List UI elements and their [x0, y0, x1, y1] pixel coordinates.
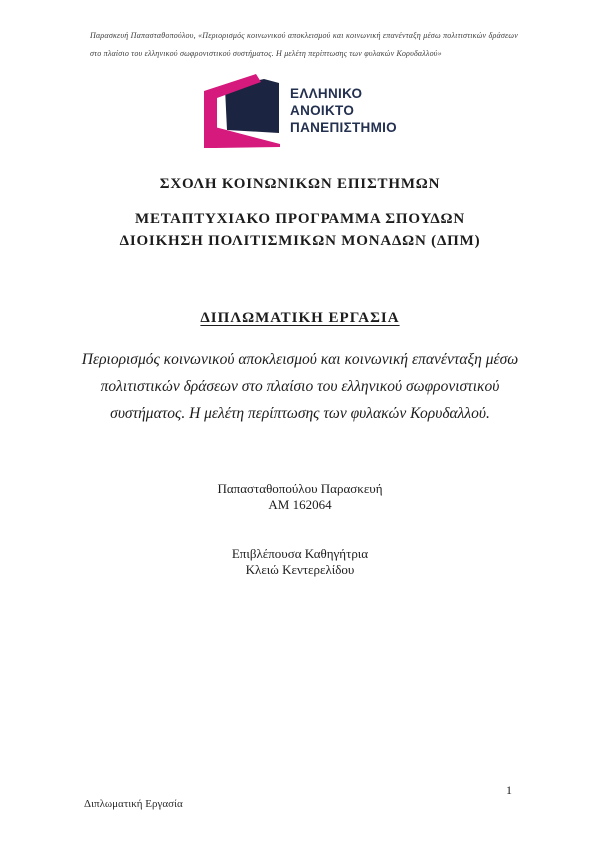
- thesis-heading: [0, 310, 600, 327]
- running-header: [90, 27, 518, 63]
- school-name: ΣΧΟΛΗ ΚΟΙΝΩΝΙΚΩΝ ΕΠΙΣΤΗΜΩΝ: [159, 176, 441, 192]
- university-name-line-2: ΑΝΟΙΚΤΟ: [290, 103, 355, 118]
- author-name: Παπασταθοπούλου Παρασκευή: [217, 481, 383, 496]
- supervisor-block: [0, 546, 600, 577]
- university-name-line-1: ΕΛΛΗΝΙΚΟ: [290, 86, 363, 101]
- program-name-line-1: ΜΕΤΑΠΤΥΧΙΑΚΟ ΠΡΟΓΡΑΜΜΑ ΣΠΟΥΔΩΝ: [135, 211, 465, 227]
- author-block: [0, 481, 600, 512]
- thesis-title-line-1: Περιορισμός κοινωνικού αποκλεισμού και κοινωνική επανένταξη μέσω: [81, 351, 519, 368]
- supervisor-role: Επιβλέπουσα Καθηγήτρια: [231, 546, 369, 561]
- supervisor-name: Κλειώ Κεντερελίδου: [245, 561, 355, 577]
- footer-document-type: Διπλωματική Εργασία: [84, 798, 183, 810]
- university-name: [290, 85, 397, 136]
- university-name-line-3: ΠΑΝΕΠΙΣΤΗΜΙΟ: [290, 120, 397, 135]
- author-registration-number: ΑΜ 162064: [268, 496, 332, 512]
- thesis-heading-text: ΔΙΠΛΩΜΑΤΙΚΗ ΕΡΓΑΣΙΑ: [200, 310, 400, 326]
- thesis-title-line-3: συστήματος. Η μελέτη περίπτωσης των φυλακών Κορυδαλλού.: [110, 405, 490, 422]
- thesis-title: [60, 346, 540, 427]
- running-header-line-2: στο πλαίσιο του ελληνικού σωφρονιστικού συστήματος. Η μελέτη περίπτωσης των φυλακών Κορυδαλλού»: [90, 49, 442, 58]
- thesis-title-line-2: πολιτιστικών δράσεων στο πλαίσιο του ελληνικού σωφρονιστικού: [100, 378, 500, 395]
- open-book-logo-icon: [203, 74, 281, 150]
- program-name-line-2: ΔΙΟΙΚΗΣΗ ΠΟΛΙΤΙΣΜΙΚΩΝ ΜΟΝΑΔΩΝ (ΔΠΜ): [119, 233, 481, 249]
- running-header-line-1: Παρασκευή Παπασταθοπούλου, «Περιορισμός κοινωνικού αποκλεισμού και κοινωνική επανένταξη μέσω πολιτιστικών δράσεων: [90, 31, 518, 40]
- university-logo: [0, 74, 600, 150]
- page-number: 1: [506, 783, 512, 797]
